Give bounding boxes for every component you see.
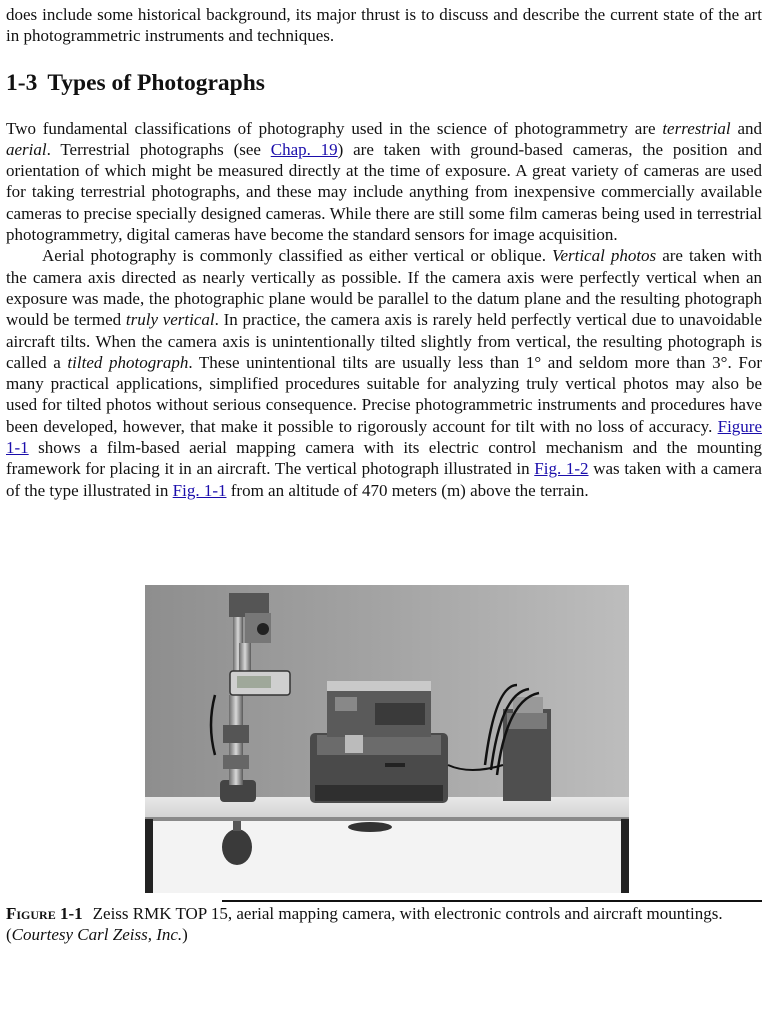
term-truly-vertical: truly vertical — [125, 310, 215, 330]
text-run: ) are taken with ground-based cameras, the position and orientation of which might be measured directly at the time of exposure. A great variety of cameras are used for taking terrestrial photographs, and these may include anything from inexpensive commercially available cameras to precise specially designed cameras. While there are still some film cameras being used in terrestrial photogrammetry, digital cameras have become the standard sensors for image acquisition. — [6, 139, 762, 245]
text-run: was taken with a camera of the type illustrated in — [6, 459, 762, 500]
term-tilted-photograph: tilted photograph — [67, 352, 189, 372]
link-fig-1-2[interactable]: Fig. 1-2 — [534, 459, 589, 479]
text-run: . Terrestrial photographs (see — [46, 139, 271, 159]
text-run: and — [730, 118, 763, 138]
section-title: Types of Photographs — [47, 69, 265, 96]
figure-credit: Courtesy Carl Zeiss, Inc. — [11, 925, 183, 945]
figure-photo-camera-system — [145, 585, 629, 893]
figure-caption-end: ) — [182, 925, 188, 945]
text-run: shows a film-based aerial mapping camera with its electric control mechanism and the mounting framework for placing it in an aircraft. The vertical photograph illustrated in — [6, 438, 762, 479]
link-figure-1-1[interactable]: Figure 1-1 — [6, 416, 762, 458]
paragraph-terrestrial-aerial — [6, 118, 762, 246]
figure-caption-text: Zeiss RMK TOP 15, aerial mapping camera, with electronic controls and aircraft mountings. ( — [6, 904, 723, 945]
section-number: 1-3 — [6, 69, 38, 96]
paragraph-vertical-oblique — [6, 245, 762, 501]
text-run: . These unintentional tilts are usually less than 1° and seldom more than 3°. For many practical applications, simplified procedures suitable for analyzing truly vertical photos may also be used for tilted photos without serious consequence. Precise photogrammetric instruments and procedures have been developed, however, that make it possible to rigorously account for tilt with no loss of accuracy. — [6, 352, 762, 436]
figure-caption — [6, 903, 746, 946]
text-run: Two fundamental classifications of photography used in the science of photogrammetry are — [6, 118, 663, 138]
caption-rule — [222, 900, 762, 902]
section-heading — [6, 69, 762, 97]
link-fig-1-1[interactable]: Fig. 1-1 — [172, 480, 227, 500]
term-aerial: aerial — [6, 139, 47, 159]
link-chap-19[interactable]: Chap. 19 — [270, 139, 338, 159]
text-run: are taken with the camera axis directed as nearly vertically as possible. If the camera axis were perfectly vertical when an exposure was made, the photographic plane would be parallel to the datum plane and the resulting photograph would be termed — [6, 246, 762, 330]
text-run: . In practice, the camera axis is rarely held perfectly vertical due to unavoidable aircraft tilts. When the camera axis is unintentionally tilted slightly from vertical, the resulting photograph is called a — [6, 310, 763, 372]
intro-paragraph: does include some historical background, its major thrust is to discuss and describe the current state of the art in photogrammetric instruments and techniques. — [6, 5, 762, 46]
text-run: from an altitude of 470 meters (m) above the terrain. — [226, 480, 589, 500]
term-vertical-photos: Vertical photos — [551, 246, 657, 266]
camera-photo-illustration — [145, 585, 629, 893]
term-terrestrial: terrestrial — [662, 118, 731, 138]
figure-label: Figure 1-1 — [6, 904, 83, 923]
page-body — [6, 4, 762, 501]
text-run: Aerial photography is commonly classified as either vertical or oblique. — [42, 246, 552, 266]
